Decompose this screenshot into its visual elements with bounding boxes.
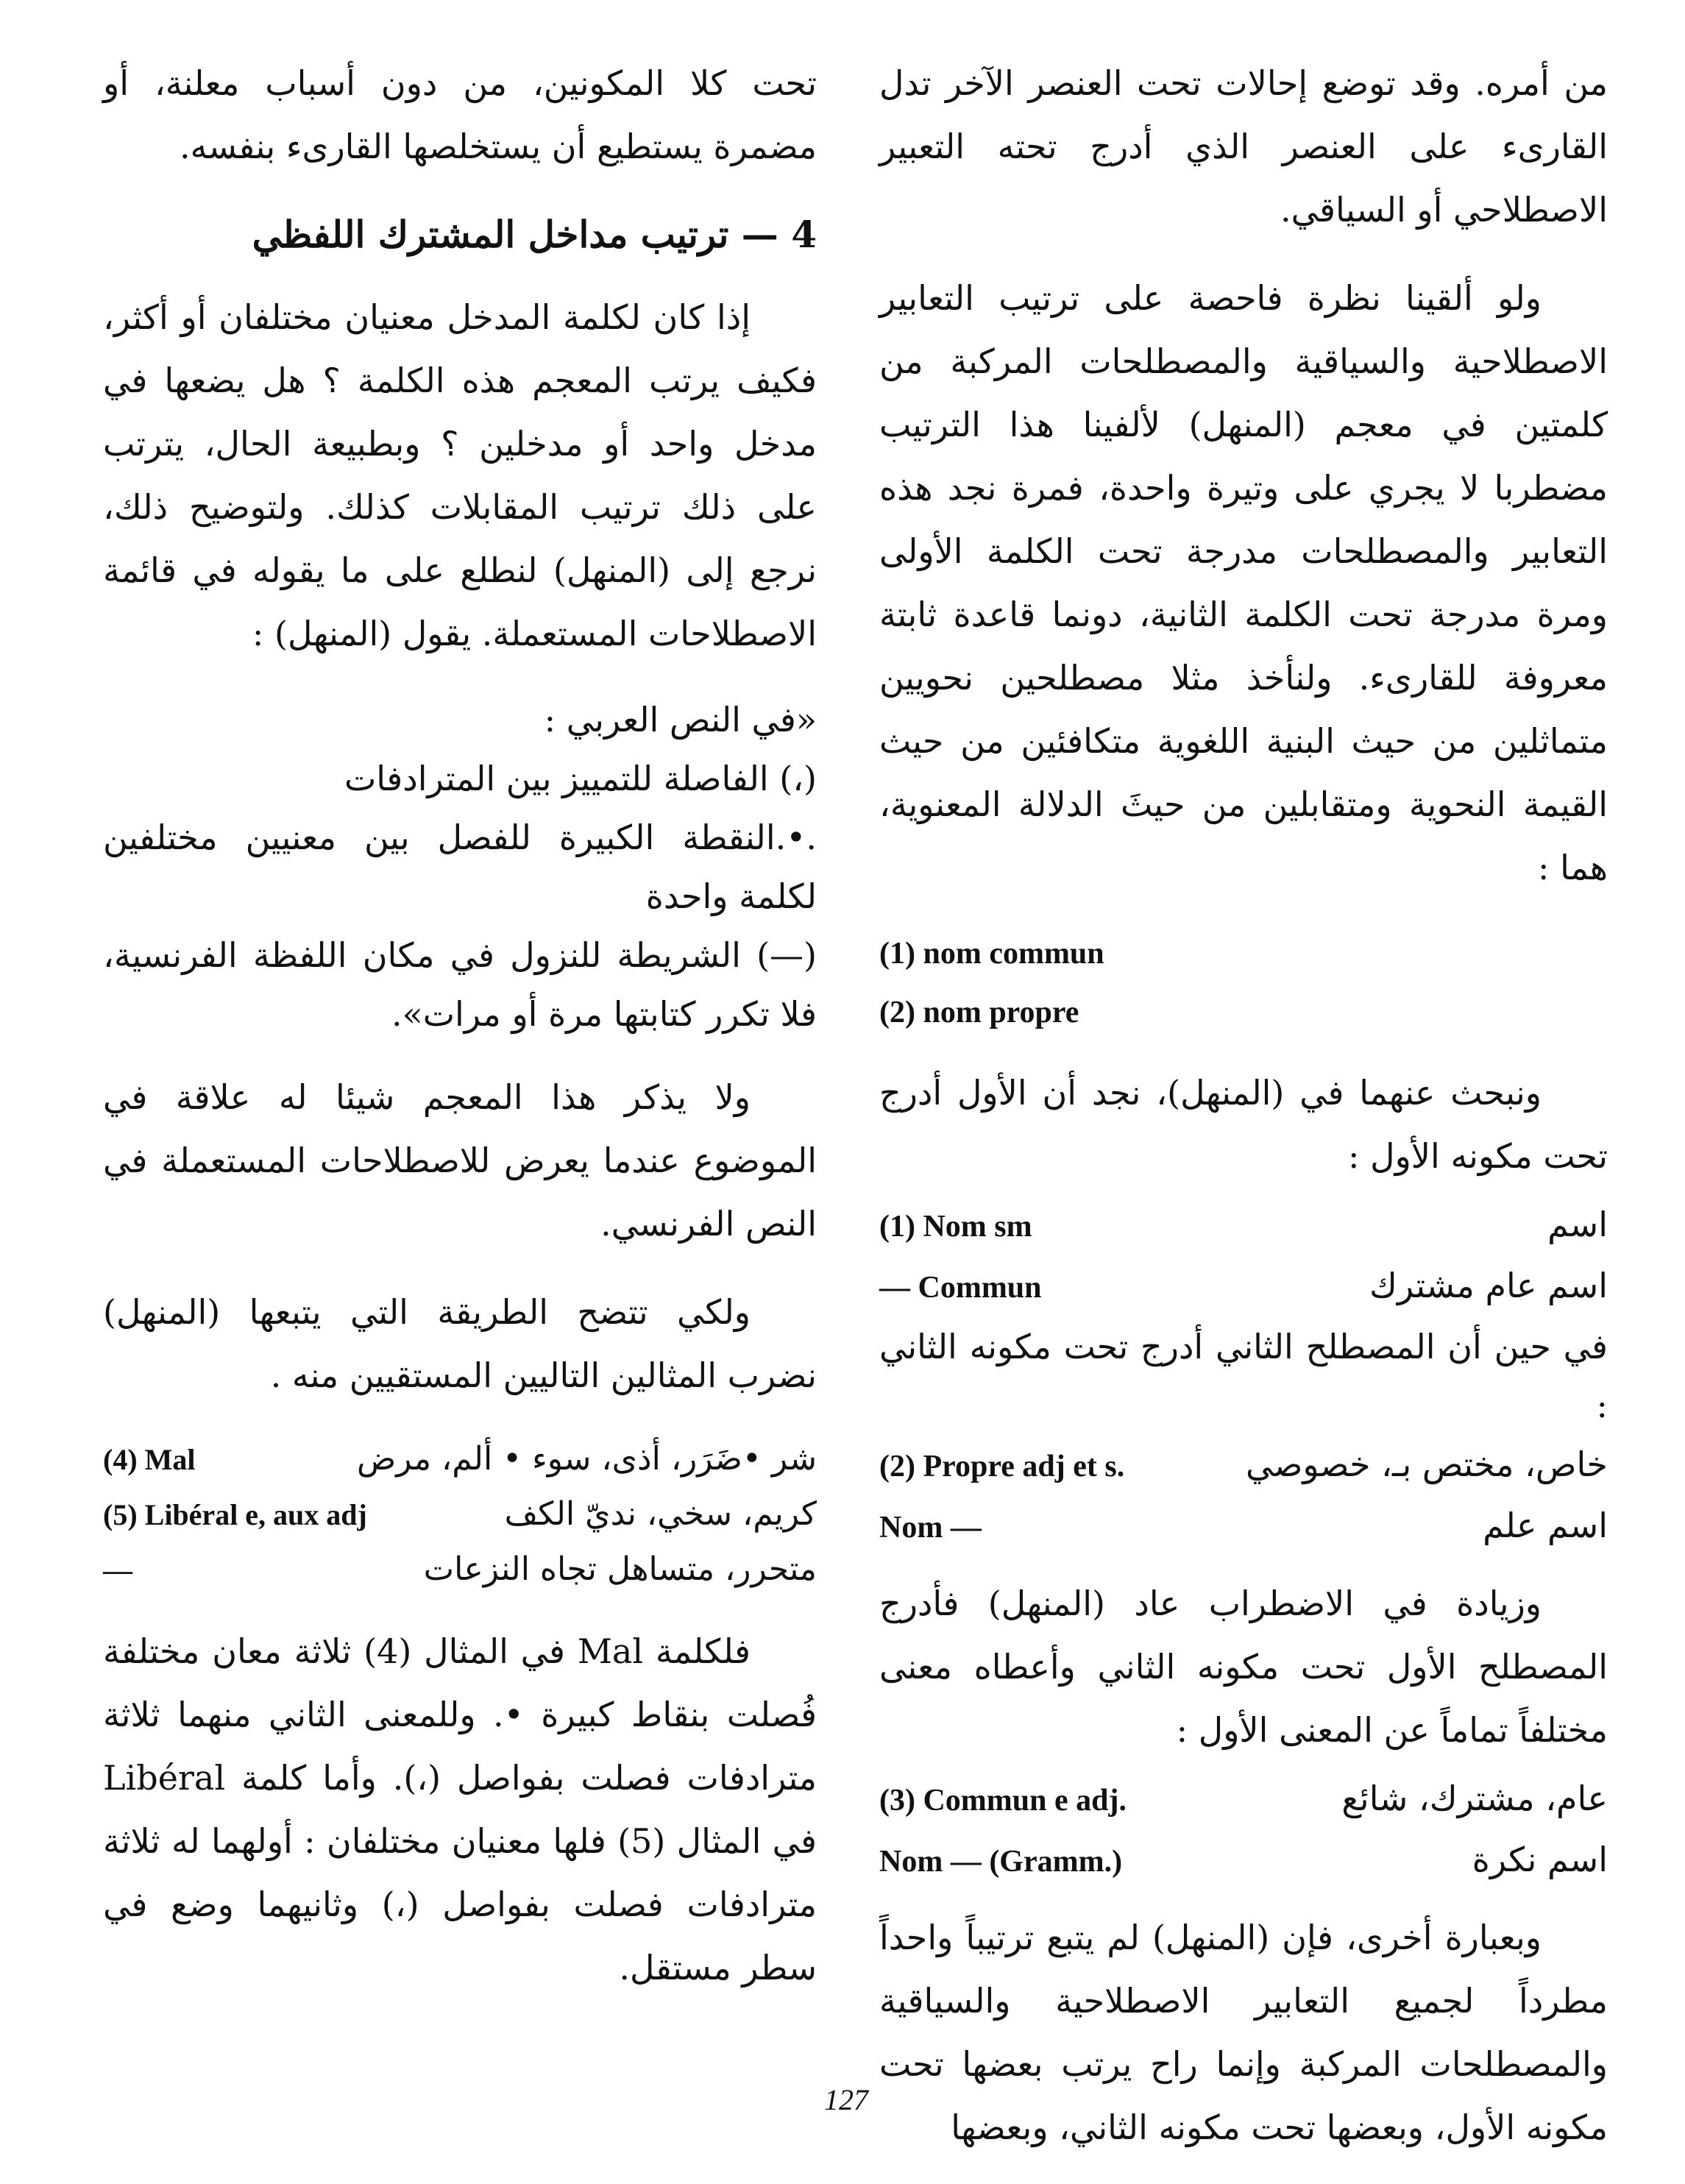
dictionary-entry bbox=[879, 1830, 1608, 1891]
quote-line: (—) الشريطة للنزول في مكان اللفظة الفرنسية، فلا تكرر كتابتها مرة أو مرات». bbox=[103, 935, 817, 1034]
entry-arabic: اسم نكرة bbox=[1472, 1840, 1608, 1879]
entry-arabic: اسم bbox=[1547, 1205, 1608, 1244]
entry-arabic: خاص، مختص بـ، خصوصي bbox=[1246, 1444, 1608, 1484]
paragraph: تحت كلا المكونين، من دون أسباب معلنة، أو مضمرة يستطيع أن يستخلصها القارىء بنفسه. bbox=[103, 63, 817, 166]
example-arabic: كريم، سخي، نديّ الكف bbox=[504, 1495, 817, 1533]
example-french: — bbox=[103, 1553, 132, 1586]
entry-french: Nom — bbox=[879, 1511, 982, 1545]
examples bbox=[103, 1432, 817, 1598]
quote-line: «في النص العربي : bbox=[544, 700, 817, 740]
quoted-conventions bbox=[103, 690, 817, 1043]
right-column bbox=[879, 52, 1608, 2184]
paragraph: ولا يذكر هذا المعجم شيئا له علاقة في الموضوع عندما يعرض للاصطلاحات المستعملة في النص الفرنسي. bbox=[103, 1077, 817, 1244]
example-row bbox=[103, 1432, 817, 1487]
entry-french: (2) Propre adj et s. bbox=[879, 1450, 1125, 1483]
paragraph: ونبحث عنهما في (المنهل)، نجد أن الأول أدرج تحت مكونه الأول : bbox=[879, 1073, 1608, 1176]
paragraph: إذا كان لكلمة المدخل معنيان مختلفان أو أكثر، فكيف يرتب المعجم هذه الكلمة ؟ هل يضعها في مدخل واحد أو مدخلين ؟ وبطبيعة الحال، يترتب على ذلك ترتيب المقابلات كذلك. ولتوضيح ذلك، نرجع إلى (المنهل) لنطلع على ما يقوله في قائمة الاصطلاحات المستعملة. يقول (المنهل) : bbox=[103, 297, 817, 653]
paragraph: في حين أن المصطلح الثاني أدرج تحت مكونه الثاني : bbox=[879, 1327, 1608, 1425]
entry-french: Nom — (Gramm.) bbox=[879, 1845, 1123, 1879]
section-heading: 4 — ترتيب مداخل المشترك اللفظي bbox=[252, 213, 817, 256]
example-french: (5) Libéral e, aux adj bbox=[103, 1498, 367, 1531]
french-term: (1) nom commun bbox=[879, 937, 1104, 971]
french-term: (2) nom propre bbox=[879, 996, 1079, 1029]
entry-french: (1) Nom sm bbox=[879, 1210, 1032, 1244]
entry-french: (3) Commun e adj. bbox=[879, 1784, 1127, 1818]
left-column bbox=[103, 52, 817, 2024]
entry-arabic: اسم عام مشترك bbox=[1369, 1266, 1608, 1305]
dictionary-entry bbox=[879, 1256, 1608, 1317]
entry-arabic: عام، مشترك، شائع bbox=[1341, 1779, 1608, 1818]
dictionary-entry bbox=[879, 1496, 1608, 1557]
paragraph: وزيادة في الاضطراب عاد (المنهل) فأدرج المصطلح الأول تحت مكونه الثاني وأعطاه معنى مختلفاً تماماً عن المعنى الأول : bbox=[879, 1584, 1608, 1750]
paragraph: فلكلمة Mal في المثال (4) ثلاثة معان مختلفة فُصلت بنقاط كبيرة •. وللمعنى الثاني منهما ثلاثة مترادفات فصلت بفواصل (،). وأما كلمة Libéral في المثال (5) فلها معنيان مختلفان : أولهما له ثلاثة مترادفات فصلت بفواصل (،) وثانيهما وضع في سطر مستقل. bbox=[103, 1631, 817, 1988]
example-row bbox=[103, 1542, 817, 1598]
entry-french: — Commun bbox=[879, 1271, 1042, 1305]
example-row bbox=[103, 1487, 817, 1542]
dictionary-entry bbox=[879, 1435, 1608, 1496]
quote-line: .•.النقطة الكبيرة للفصل بين معنيين مختلفين لكلمة واحدة bbox=[103, 818, 817, 916]
quote-line: (،) الفاصلة للتمييز بين المترادفات bbox=[344, 759, 817, 798]
paragraph: ولو ألقينا نظرة فاحصة على ترتيب التعابير الاصطلاحية والسياقية والمصطلحات المركبة من كلمتين في معجم (المنهل) لألفينا هذا الترتيب مضطربا لا يجري على وتيرة واحدة، فمرة نجد هذه التعابير والمصطلحات مدرجة تحت الكلمة الأولى ومرة مدرجة تحت الكلمة الثانية، دونما قاعدة ثابتة معروفة للقارىء. ولنأخذ مثلا مصطلحين نحويين متماثلين من حيث البنية اللغوية متكافئين من حيث القيمة النحوية ومتقابلين من حيثَ الدلالة المعنوية، هما : bbox=[879, 278, 1608, 887]
paragraph: من أمره. وقد توضع إحالات تحت العنصر الآخر تدل القارىء على العنصر الذي أدرج تحته التعبير الاصطلاحي أو السياقي. bbox=[879, 63, 1608, 230]
page-number: 127 bbox=[824, 2083, 868, 2116]
example-arabic: شر •ضَرَر، أذى، سوء • ألم، مرض bbox=[357, 1440, 817, 1478]
entry-arabic: اسم علم bbox=[1483, 1506, 1608, 1545]
example-french: (4) Mal bbox=[103, 1443, 196, 1476]
example-arabic: متحرر، متساهل تجاه النزعات bbox=[423, 1550, 817, 1588]
dictionary-entry bbox=[879, 1195, 1608, 1256]
paragraph: وبعبارة أخرى، فإن (المنهل) لم يتبع ترتيباً واحداً مطرداً لجميع التعابير الاصطلاحية والسياقية والمصطلحات المركبة وإنما راح يرتب بعضها تحت مكونه الأول، وبعضها تحت مكونه الثاني، وبعضها bbox=[879, 1918, 1608, 2147]
dictionary-entry bbox=[879, 1769, 1608, 1830]
paragraph: ولكي تتضح الطريقة التي يتبعها (المنهل) نضرب المثالين التاليين المستقيين منه . bbox=[103, 1292, 817, 1395]
